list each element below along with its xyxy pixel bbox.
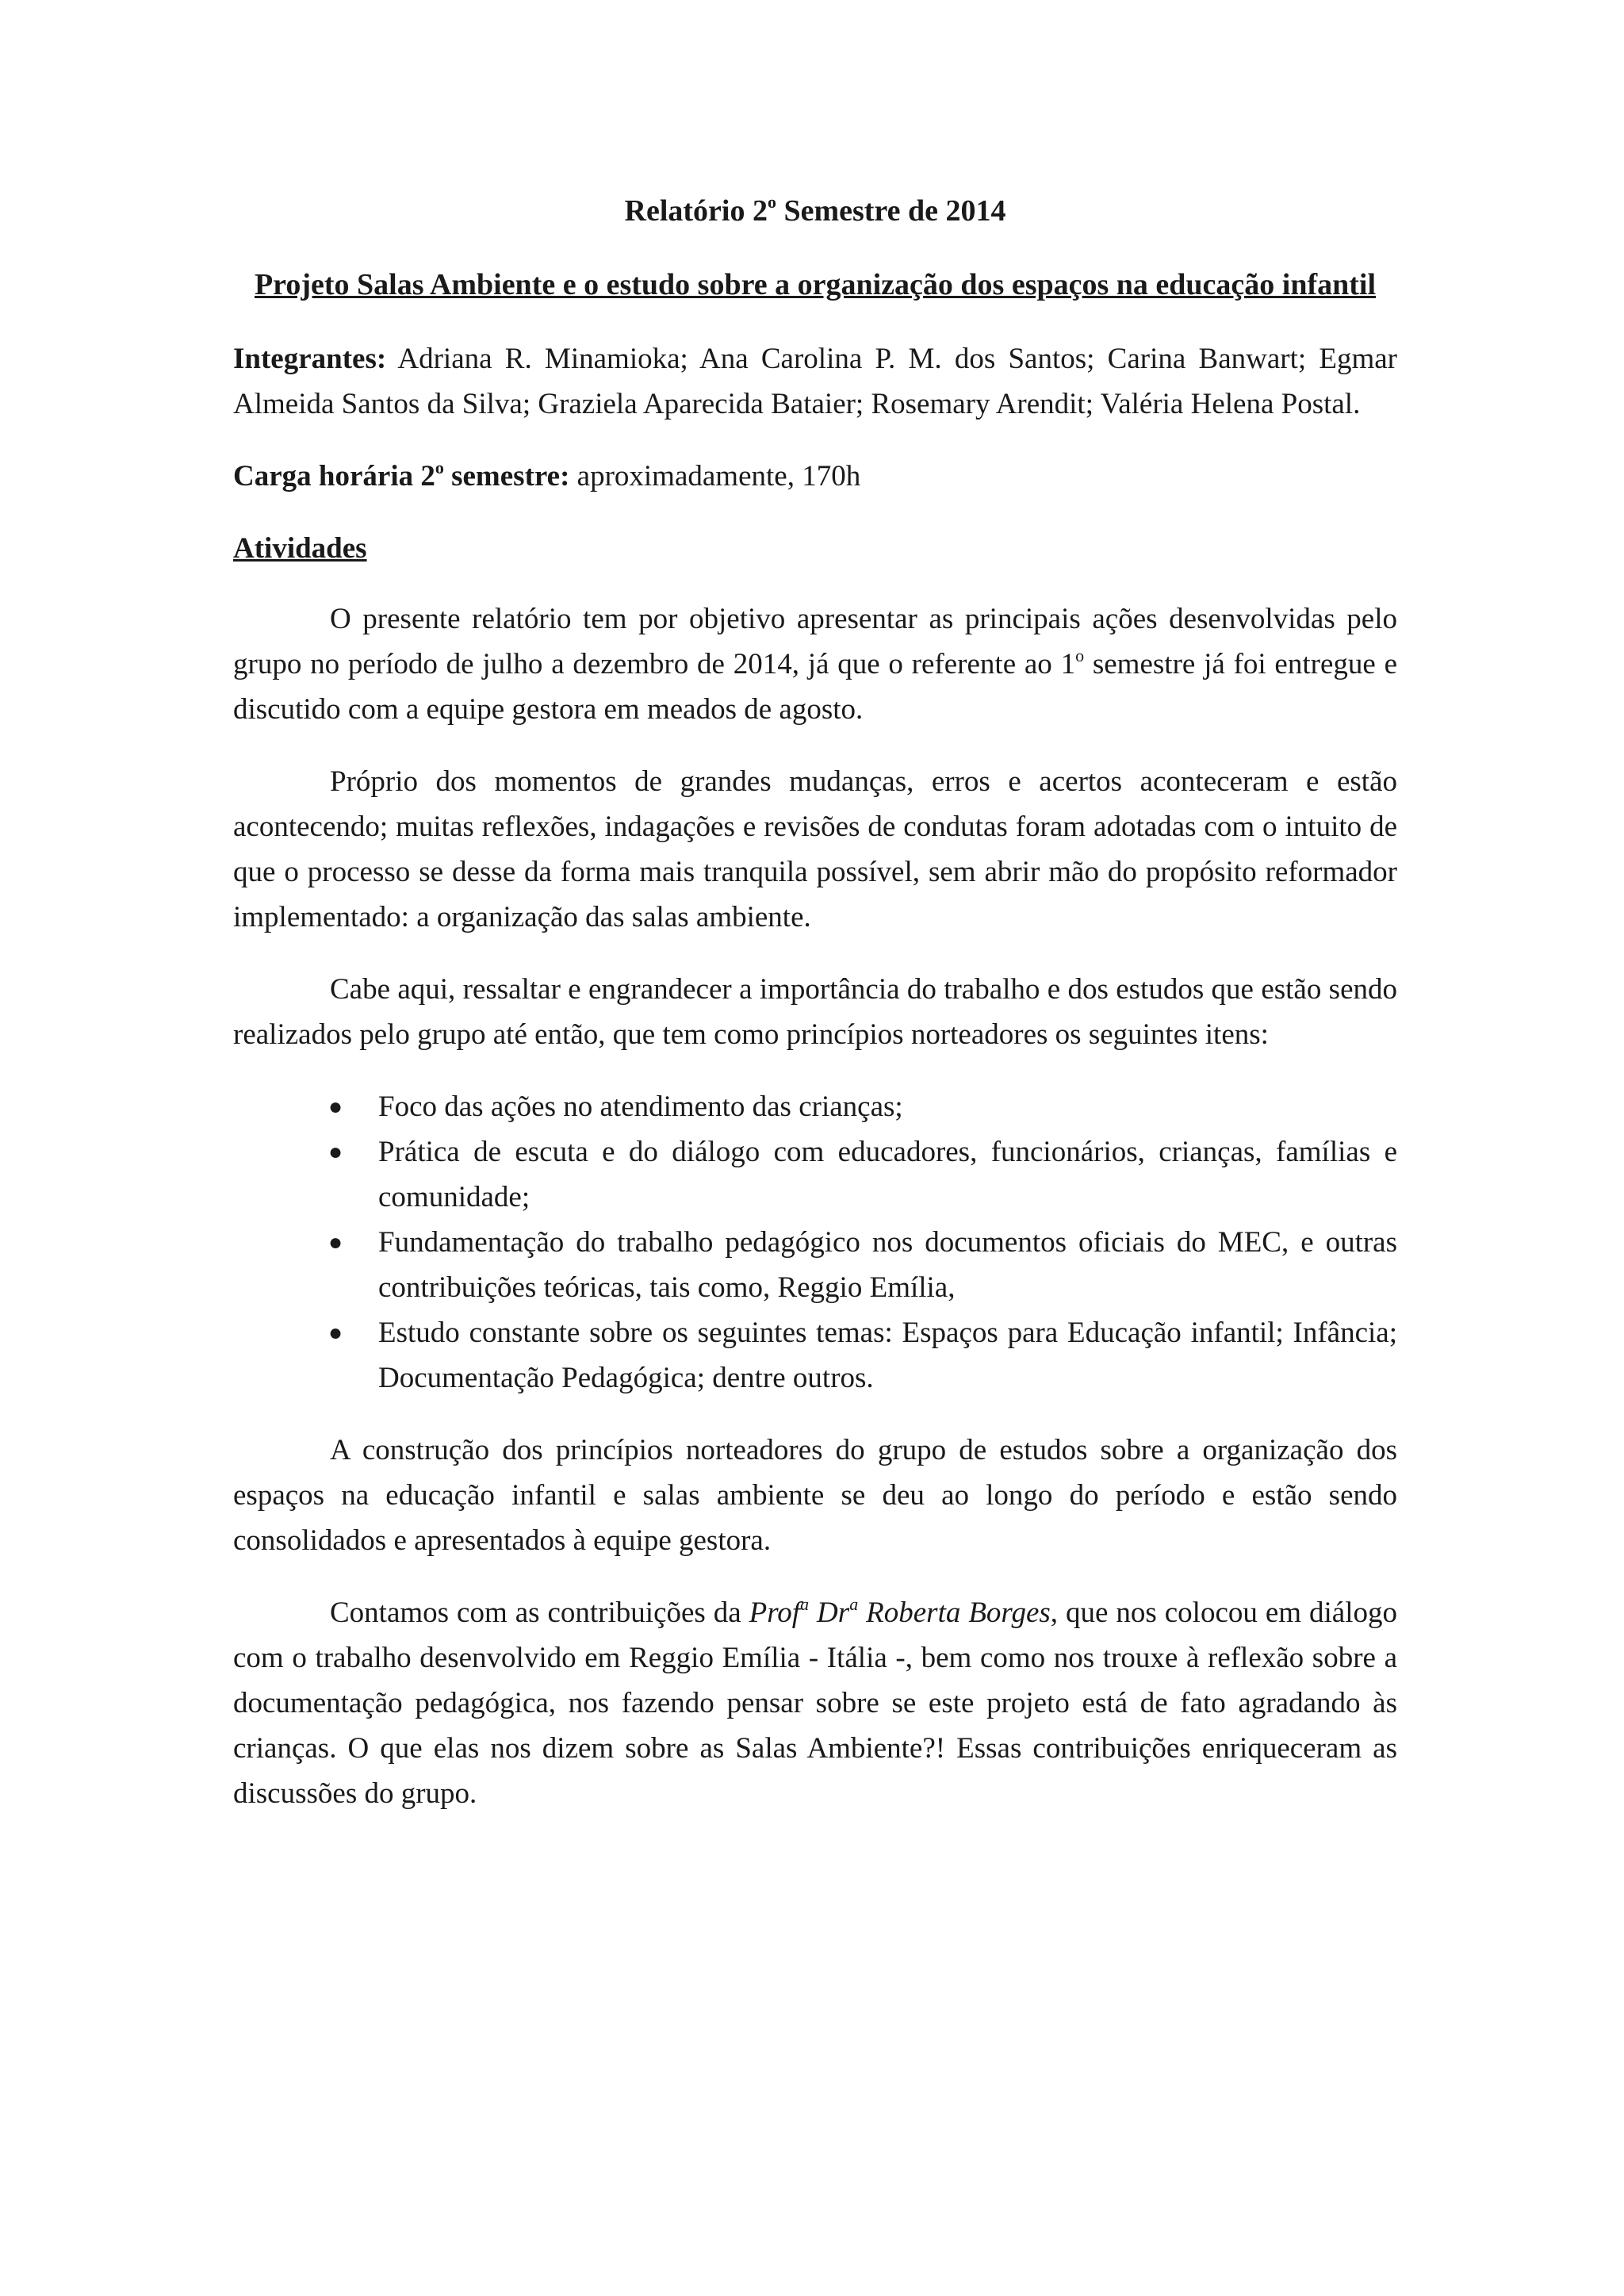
document-title (233, 189, 1397, 234)
workload-value: aproximadamente, 170h (569, 460, 861, 493)
members-label: Integrantes: (233, 343, 387, 375)
bullet-icon: ● (328, 1229, 343, 1255)
paragraph-contributions (233, 1590, 1397, 1816)
paragraph-objective (233, 596, 1397, 732)
paragraph-objective-superscript: o (1075, 645, 1085, 665)
bullet-icon: ● (328, 1094, 343, 1120)
professor-title-1: Prof (749, 1596, 801, 1629)
paragraph-contributions-post: , que nos colocou em diálogo com o trabalho desenvolvido em Reggio Emília - Itália -, bem como nos trouxe à reflexão sobre a documentação pedagógica, nos fazendo pensar sobre se este projeto está de fato agradando às crianças. O que elas nos dizem sobre as Salas Ambiente?! Essas contribuições enriqueceram as discussões do grupo. (233, 1596, 1397, 1810)
paragraph-objective-pre: O presente relatório tem por objetivo apresentar as principais ações desenvolvidas pelo grupo no período de julho a dezembro de 2014, já que o referente ao 1 (233, 603, 1397, 680)
list-item (233, 1220, 1397, 1310)
workload-label-superscript: o (435, 457, 444, 477)
list-item-text: Fundamentação do trabalho pedagógico nos documentos oficiais do MEC, e outras contribuições teóricas, tais como, Reggio Emília, (378, 1226, 1397, 1304)
list-item (233, 1084, 1397, 1129)
members-paragraph (233, 336, 1397, 427)
bullet-icon: ● (328, 1320, 343, 1346)
list-item-text: Estudo constante sobre os seguintes temas: Espaços para Educação infantil; Infância; Documentação Pedagógica; dentre outros. (378, 1317, 1397, 1394)
title-superscript: o (767, 192, 776, 213)
workload-paragraph (233, 454, 1397, 499)
principles-list (233, 1084, 1397, 1401)
list-item-text: Prática de escuta e do diálogo com educadores, funcionários, crianças, famílias e comunidade; (378, 1136, 1397, 1213)
list-item-text: Foco das ações no atendimento das crianças; (378, 1091, 903, 1123)
professor-title-superscript-2: a (849, 1593, 859, 1614)
bullet-icon: ● (328, 1139, 343, 1165)
list-item (233, 1310, 1397, 1401)
workload-label-post: semestre: (443, 460, 570, 493)
workload-label (233, 457, 570, 493)
professor-surname: Roberta Borges (858, 1596, 1051, 1629)
professor-name (749, 1593, 1051, 1629)
workload-label-pre: Carga horária 2 (233, 460, 435, 493)
professor-title-2: Dr (809, 1596, 850, 1629)
title-text-main: Relatório 2 (624, 194, 768, 228)
paragraph-contributions-pre: Contamos com as contribuições da (330, 1596, 749, 1629)
document-subtitle: Projeto Salas Ambiente e o estudo sobre a organização dos espaços na educação infantil (254, 268, 1377, 301)
paragraph-changes: Próprio dos momentos de grandes mudanças, erros e acertos aconteceram e estão acontecendo; muitas reflexões, indagações e revisões de condutas foram adotadas com o intuito de que o processo se desse da forma mais tranquila possível, sem abrir mão do propósito reformador implementado: a organização das salas ambiente. (233, 765, 1397, 933)
paragraph-construction: A construção dos princípios norteadores do grupo de estudos sobre a organização dos espaços na educação infantil e salas ambiente se deu ao longo do período e estão sendo consolidados e apresentados à equipe gestora. (233, 1434, 1397, 1557)
title-text-rest: Semestre de 2014 (776, 194, 1006, 228)
professor-title-superscript-1: a (800, 1593, 810, 1614)
activities-heading: Atividades (233, 532, 367, 565)
document-body (233, 189, 1397, 1843)
paragraph-importance: Cabe aqui, ressaltar e engrandecer a importância do trabalho e dos estudos que estão sendo realizados pelo grupo até então, que tem como princípios norteadores os seguintes itens: (233, 973, 1397, 1051)
paragraph-objective-post: semestre já foi entregue e discutido com a equipe gestora em meados de agosto. (233, 648, 1397, 726)
list-item (233, 1129, 1397, 1220)
members-text: Adriana R. Minamioka; Ana Carolina P. M. dos Santos; Carina Banwart; Egmar Almeida Santos da Silva; Graziela Aparecida Bataier; Rosemary Arendit; Valéria Helena Postal. (233, 343, 1397, 420)
